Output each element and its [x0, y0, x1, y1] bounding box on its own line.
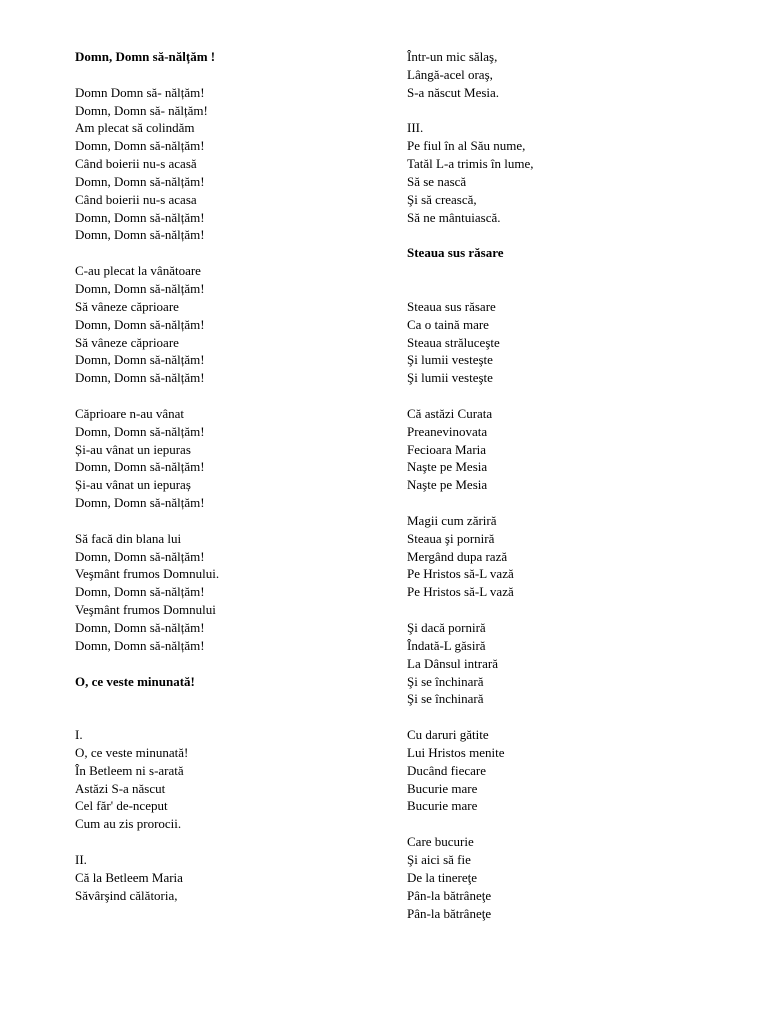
lyric-line: Naşte pe Mesia — [407, 459, 488, 475]
lyric-line: I. — [75, 727, 83, 743]
lyric-line: Cu daruri gătite — [407, 727, 489, 743]
lyric-line: Steaua şi porniră — [407, 530, 495, 546]
lyric-line: II. — [75, 851, 87, 867]
blank-line — [75, 708, 375, 726]
lyric-line: Domn, Domn să-nălțăm! — [75, 620, 205, 635]
lyric-line: Domn, Domn să-nălțăm! — [75, 423, 205, 439]
lyric-line: Când boierii nu-s acasa — [75, 191, 197, 207]
song-title: Steaua sus răsare — [407, 245, 504, 261]
lyric-line: Domn, Domn să-nălțăm! — [75, 459, 205, 475]
blank-line — [407, 494, 737, 512]
lyric-line: Şi se închinară — [407, 691, 484, 707]
lyric-line: Domn, Domn să-nălțăm! — [75, 548, 205, 564]
lyric-line: Pe Hristos să-L vază — [407, 566, 514, 582]
lyric-line: Și-au vânat un iepuraș — [75, 477, 191, 493]
lyric-line: Şi dacă porniră — [407, 620, 486, 635]
lyric-line: Domn, Domn să-nălțăm! — [75, 352, 205, 368]
lyric-line: Domn, Domn să-nălțăm! — [75, 209, 205, 225]
lyric-line: Săvârşind călătoria, — [75, 887, 178, 903]
blank-line — [407, 226, 737, 244]
right-text-column — [407, 48, 737, 922]
blank-line — [407, 601, 737, 619]
lyric-line: Veşmânt frumos Domnului. — [75, 566, 220, 582]
lyric-line: Căprioare n-au vânat — [75, 405, 185, 421]
lyric-line: Am plecat să colindăm — [75, 120, 195, 136]
lyric-line: Domn, Domn să-nălțăm! — [75, 637, 205, 653]
lyric-line: Pân-la bătrâneţe — [407, 905, 492, 921]
lyric-line: Preanevinovata — [407, 423, 488, 439]
lyric-line: Să se nască — [407, 173, 467, 189]
lyric-line: Steaua străluceşte — [407, 334, 500, 350]
lyric-line: Bucurie mare — [407, 798, 478, 814]
lyric-line: S-a născut Mesia. — [407, 84, 500, 100]
lyric-line: Domn, Domn să-nălțăm! — [75, 370, 205, 386]
blank-line — [75, 66, 375, 84]
lyric-line: Pe fiul în al Său nume, — [407, 138, 526, 154]
lyric-line: Domn, Domn să-nălțăm! — [75, 584, 205, 600]
song-title: O, ce veste minunată! — [75, 673, 195, 689]
song-title: Domn, Domn să-nălțăm ! — [75, 49, 216, 64]
lyric-line: Care bucurie — [407, 834, 474, 850]
lyric-line: Domn, Domn să-nălțăm! — [75, 316, 205, 332]
lyric-line: Să ne mântuiască. — [407, 209, 501, 225]
lyric-line: Fecioara Maria — [407, 441, 487, 457]
blank-line — [75, 512, 375, 530]
lyric-line: Pân-la bătrâneţe — [407, 887, 492, 903]
lyric-line: Că astăzi Curata — [407, 405, 493, 421]
lyric-line: Îndată-L găsiră — [407, 637, 486, 653]
lyric-line: Domn, Domn să-nălțăm! — [75, 173, 205, 189]
lyric-line: Și-au vânat un iepuras — [75, 441, 191, 457]
lyric-line: Astăzi S-a născut — [75, 780, 166, 796]
lyric-line: Domn Domn să- nălțăm! — [75, 84, 205, 100]
lyric-line: Şi să crească, — [407, 191, 477, 207]
lyric-line: Într-un mic sălaş, — [407, 49, 498, 64]
lyric-line: III. — [407, 120, 424, 136]
lyric-line: Ducând fiecare — [407, 762, 487, 778]
lyric-line: Mergând dupa rază — [407, 548, 508, 564]
blank-line — [75, 690, 375, 708]
lyric-line: Cel făr' de-nceput — [75, 798, 168, 814]
lyric-line: Steaua sus răsare — [407, 298, 496, 314]
blank-line — [407, 262, 737, 280]
blank-line — [75, 244, 375, 262]
blank-line — [407, 708, 737, 726]
lyric-line: Domn, Domn să- nălțăm! — [75, 102, 208, 118]
lyric-line: Lui Hristos menite — [407, 744, 505, 760]
lyric-line: Domn, Domn să-nălțăm! — [75, 495, 205, 511]
blank-line — [407, 102, 737, 120]
lyric-line: Tatăl L-a trimis în lume, — [407, 156, 534, 172]
lyric-line: De la tinereţe — [407, 869, 478, 885]
blank-line — [75, 833, 375, 851]
lyric-line: Veşmânt frumos Domnului — [75, 602, 216, 618]
lyric-line: Pe Hristos să-L vază — [407, 584, 514, 600]
blank-line — [75, 387, 375, 405]
lyric-line: Domn, Domn să-nălțăm! — [75, 138, 205, 154]
blank-line — [407, 387, 737, 405]
blank-line — [407, 280, 737, 298]
left-text-column — [75, 48, 375, 905]
blank-line — [407, 815, 737, 833]
lyric-line: Domn, Domn să-nălțăm! — [75, 280, 205, 296]
lyric-line: O, ce veste minunată! — [75, 744, 189, 760]
lyric-line: Să vâneze căprioare — [75, 334, 179, 350]
lyric-line: Şi lumii vesteşte — [407, 352, 493, 368]
lyric-line: Şi se închinară — [407, 673, 484, 689]
lyric-line: Şi lumii vesteşte — [407, 370, 493, 386]
lyric-line: Să facă din blana lui — [75, 530, 182, 546]
lyric-line: Când boierii nu-s acasă — [75, 156, 197, 172]
lyric-line: Să vâneze căprioare — [75, 298, 179, 314]
lyric-line: Domn, Domn să-nălțăm! — [75, 227, 205, 243]
lyric-line: Ca o taină mare — [407, 316, 489, 332]
lyric-line: La Dânsul intrară — [407, 655, 498, 671]
lyric-line: C-au plecat la vânătoare — [75, 263, 201, 279]
lyric-line: Şi aici să fie — [407, 851, 471, 867]
lyric-line: Naşte pe Mesia — [407, 477, 488, 493]
lyric-line: Magii cum zăriră — [407, 512, 497, 528]
lyric-line: În Betleem ni s-arată — [75, 762, 184, 778]
lyric-line: Lângă-acel oraş, — [407, 66, 493, 82]
lyric-line: Bucurie mare — [407, 780, 478, 796]
lyric-line: Cum au zis prorocii. — [75, 816, 182, 832]
lyric-line: Că la Betleem Maria — [75, 869, 183, 885]
blank-line — [75, 655, 375, 673]
